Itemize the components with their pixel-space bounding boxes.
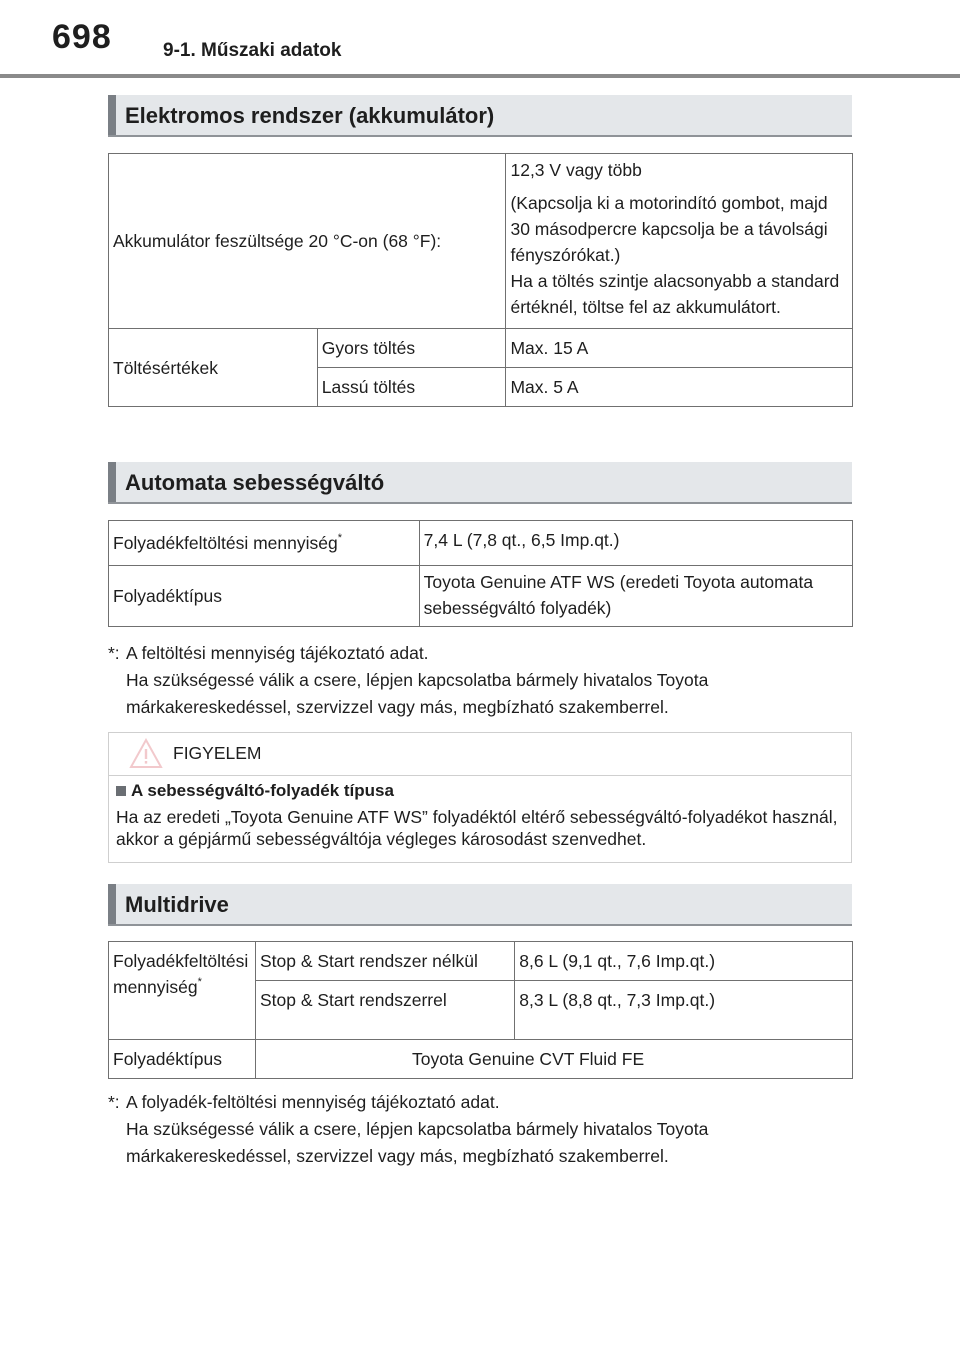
warning-label: FIGYELEM [173,743,262,763]
table-row [109,154,853,329]
heading-bar [108,884,116,924]
multidrive-table [108,941,853,1079]
square-bullet-icon [116,786,126,796]
heading-text: Automata sebességváltó [125,470,385,495]
electrical-table [108,153,853,407]
with-stop-start-label: Stop & Start rendszerrel [255,981,514,1040]
heading-bar [108,462,116,502]
section-title: 9-1. Műszaki adatok [163,40,342,61]
fluid-type-value: Toyota Genuine CVT Fluid FE [255,1040,852,1079]
footnote-marker: *: [108,1092,120,1112]
section-heading-electrical [108,95,852,137]
fluid-type-label: Folyadéktípus [109,566,420,627]
voltage-label: Akkumulátor feszültsége 20 °C-on (68 °F): [109,154,506,329]
table-row [109,1040,853,1079]
without-stop-start-value: 8,6 L (9,1 qt., 7,6 Imp.qt.) [515,942,853,981]
capacity-label: Folyadékfeltöltési mennyiség* [109,942,256,1040]
capacity-value: 7,4 L (7,8 qt., 6,5 Imp.qt.) [419,521,852,566]
footnote-line: Ha szükségessé válik a csere, lépjen kapcsolatba bármely hivatalos Toyota márkakereskedéssel, szervizzel vagy más, megbízható szakemberrel. [126,670,709,717]
slow-charge-label: Lassú töltés [317,368,506,407]
table-row [109,942,853,981]
warning-subheading: A sebességváltó-folyadék típusa [116,781,394,801]
warning-header [109,733,851,776]
slow-charge-value: Max. 5 A [506,368,853,407]
page-number: 698 [52,18,112,56]
table-row [109,566,853,627]
footnote-marker: *: [108,643,120,663]
multidrive-footnote [108,1089,848,1170]
header-rule [0,74,960,78]
warning-text: Ha az eredeti „Toyota Genuine ATF WS” folyadéktól eltérő sebességváltó-folyadékot használ, akkor a gépjármű sebességváltója végleges károsodást szenvedhet. [116,807,838,849]
heading-bar [108,95,116,135]
with-stop-start-value: 8,3 L (8,8 qt., 7,3 Imp.qt.) [515,981,853,1040]
heading-text: Multidrive [125,892,229,917]
table-row [109,329,853,368]
footnote-line: A folyadék-feltöltési mennyiség tájékoztató adat. [126,1092,500,1112]
footnote-star: * [197,976,202,988]
section-heading-multidrive [108,884,852,926]
page-header [0,0,960,78]
footnote-star: * [337,532,342,544]
footnote-line: A feltöltési mennyiség tájékoztató adat. [126,643,429,663]
heading-text: Elektromos rendszer (akkumulátor) [125,103,495,128]
capacity-label: Folyadékfeltöltési mennyiség* [109,521,420,566]
voltage-value: 12,3 V vagy több (Kapcsolja ki a motorindító gombot, majd 30 másodpercre kapcsolja be a távolsági fényszórókat.) Ha a töltés szintje alacsonyabb a standard értéknél, töltse fel az akkumulátort. [506,154,853,329]
charge-label: Töltésértékek [109,329,318,407]
footnote-line: Ha szükségessé válik a csere, lépjen kapcsolatba bármely hivatalos Toyota márkakereskedéssel, szervizzel vagy más, megbízható szakemberrel. [126,1119,709,1166]
automatic-table [108,520,853,627]
fast-charge-label: Gyors töltés [317,329,506,368]
fluid-type-value: Toyota Genuine ATF WS (eredeti Toyota automata sebességváltó folyadék) [419,566,852,627]
fluid-type-label: Folyadéktípus [109,1040,256,1079]
automatic-footnote [108,640,848,721]
warning-box [108,732,852,863]
fast-charge-value: Max. 15 A [506,329,853,368]
without-stop-start-label: Stop & Start rendszer nélkül [255,942,514,981]
section-heading-automatic [108,462,852,504]
table-row [109,521,853,566]
warning-triangle-icon [129,738,163,769]
